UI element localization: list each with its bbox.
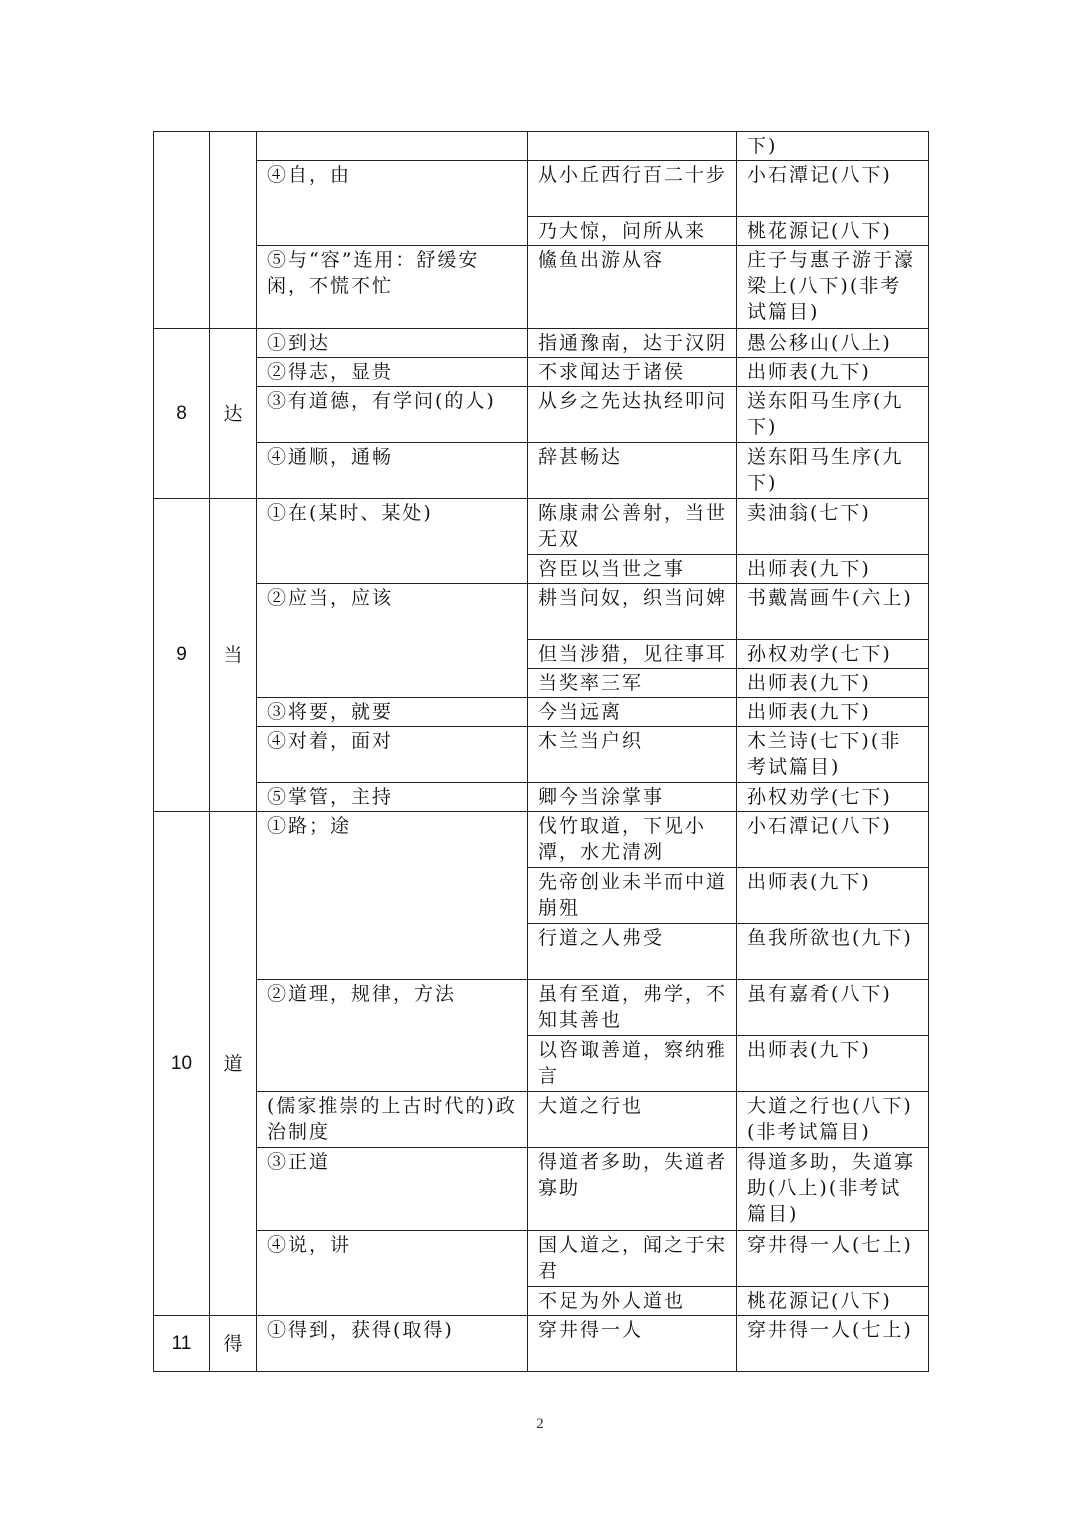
- source-cell: 孙权劝学(七下): [737, 640, 929, 669]
- source-cell: 穿井得一人(七上): [737, 1316, 929, 1372]
- example-sentence-cell: 不求闻达于诸侯: [528, 358, 737, 387]
- table-row: [154, 727, 929, 783]
- meaning-cell: ③有道德，有学问(的人): [257, 387, 528, 443]
- example-sentence-cell: 陈康肃公善射，当世无双: [528, 499, 737, 555]
- page-number: 2: [536, 1416, 544, 1432]
- entry-character: [210, 132, 257, 329]
- example-sentence-cell: 辞甚畅达: [528, 443, 737, 499]
- source-cell: 得道多助，失道寡助(八上)(非考试篇目): [737, 1148, 929, 1231]
- entry-number: [154, 132, 210, 329]
- table-row: [154, 499, 929, 555]
- example-sentence-cell: 从小丘西行百二十步: [528, 161, 737, 217]
- entry-character: 道: [210, 812, 257, 1316]
- example-sentence-cell: 大道之行也: [528, 1092, 737, 1148]
- example-sentence-cell: 以咨诹善道，察纳雅言: [528, 1036, 737, 1092]
- example-sentence-cell: 虽有至道，弗学，不知其善也: [528, 980, 737, 1036]
- example-sentence-cell: 耕当问奴，织当问婢: [528, 584, 737, 640]
- source-cell: 大道之行也(八下)(非考试篇目): [737, 1092, 929, 1148]
- table-row: [154, 443, 929, 499]
- meaning-cell: ④通顺，通畅: [257, 443, 528, 499]
- table-row: [154, 358, 929, 387]
- meaning-cell: [257, 132, 528, 161]
- entry-character: 达: [210, 329, 257, 499]
- table-row: [154, 1231, 929, 1287]
- example-sentence-cell: 从乡之先达执经叩问: [528, 387, 737, 443]
- source-cell: 出师表(九下): [737, 698, 929, 727]
- table-row: [154, 1092, 929, 1148]
- source-cell: 穿井得一人(七上): [737, 1231, 929, 1287]
- example-sentence-cell: 卿今当涂掌事: [528, 783, 737, 812]
- meaning-cell: (儒家推崇的上古时代的)政治制度: [257, 1092, 528, 1148]
- example-sentence-cell: 指通豫南，达于汉阴: [528, 329, 737, 358]
- entry-character: 当: [210, 499, 257, 812]
- example-sentence-cell: 行道之人弗受: [528, 924, 737, 980]
- source-cell: 书戴嵩画牛(六上): [737, 584, 929, 640]
- source-cell: 庄子与惠子游于濠梁上(八下)(非考试篇目): [737, 246, 929, 329]
- source-cell: 送东阳马生序(九下): [737, 387, 929, 443]
- source-cell: 小石潭记(八下): [737, 161, 929, 217]
- source-cell: 虽有嘉肴(八下): [737, 980, 929, 1036]
- meaning-cell: ②得志，显贵: [257, 358, 528, 387]
- table-row: [154, 387, 929, 443]
- table-row: [154, 246, 929, 329]
- table-row: [154, 161, 929, 217]
- source-cell: 孙权劝学(七下): [737, 783, 929, 812]
- meaning-cell: ①在(某时、某处): [257, 499, 528, 584]
- entry-character: 得: [210, 1316, 257, 1372]
- meaning-cell: ④说，讲: [257, 1231, 528, 1316]
- table-row: [154, 329, 929, 358]
- vocabulary-table: [153, 131, 929, 1372]
- meaning-cell: ②道理，规律，方法: [257, 980, 528, 1092]
- source-cell: 桃花源记(八下): [737, 217, 929, 246]
- source-cell: 愚公移山(八上): [737, 329, 929, 358]
- example-sentence-cell: [528, 132, 737, 161]
- meaning-cell: ⑤掌管，主持: [257, 783, 528, 812]
- example-sentence-cell: 乃大惊，问所从来: [528, 217, 737, 246]
- meaning-cell: ①得到，获得(取得): [257, 1316, 528, 1372]
- table-row: [154, 1316, 929, 1372]
- entry-number: 11: [154, 1316, 210, 1372]
- table-body: [154, 132, 929, 1372]
- example-sentence-cell: 穿井得一人: [528, 1316, 737, 1372]
- meaning-cell: ③将要，就要: [257, 698, 528, 727]
- source-cell: 鱼我所欲也(九下): [737, 924, 929, 980]
- meaning-cell: ②应当，应该: [257, 584, 528, 698]
- table-row: [154, 584, 929, 640]
- source-cell: 木兰诗(七下)(非考试篇目): [737, 727, 929, 783]
- table-row: [154, 812, 929, 868]
- entry-number: 10: [154, 812, 210, 1316]
- meaning-cell: ①到达: [257, 329, 528, 358]
- meaning-cell: ④对着，面对: [257, 727, 528, 783]
- source-cell: 卖油翁(七下): [737, 499, 929, 555]
- source-cell: 出师表(九下): [737, 555, 929, 584]
- meaning-cell: ④自，由: [257, 161, 528, 246]
- table-row: [154, 783, 929, 812]
- entry-number: 9: [154, 499, 210, 812]
- example-sentence-cell: 当奖率三军: [528, 669, 737, 698]
- meaning-cell: ③正道: [257, 1148, 528, 1231]
- source-cell: 出师表(九下): [737, 1036, 929, 1092]
- source-cell: 出师表(九下): [737, 669, 929, 698]
- example-sentence-cell: 伐竹取道，下见小潭，水尤清冽: [528, 812, 737, 868]
- meaning-cell: ①路；途: [257, 812, 528, 980]
- example-sentence-cell: 鯈鱼出游从容: [528, 246, 737, 329]
- table-row: [154, 1148, 929, 1231]
- source-cell: 下): [737, 132, 929, 161]
- example-sentence-cell: 不足为外人道也: [528, 1287, 737, 1316]
- example-sentence-cell: 先帝创业未半而中道崩殂: [528, 868, 737, 924]
- source-cell: 小石潭记(八下): [737, 812, 929, 868]
- source-cell: 送东阳马生序(九下): [737, 443, 929, 499]
- example-sentence-cell: 但当涉猎，见往事耳: [528, 640, 737, 669]
- table-row: [154, 698, 929, 727]
- source-cell: 出师表(九下): [737, 868, 929, 924]
- example-sentence-cell: 今当远离: [528, 698, 737, 727]
- example-sentence-cell: 木兰当户织: [528, 727, 737, 783]
- source-cell: 桃花源记(八下): [737, 1287, 929, 1316]
- table-row: [154, 132, 929, 161]
- table-row: [154, 980, 929, 1036]
- source-cell: 出师表(九下): [737, 358, 929, 387]
- meaning-cell: ⑤与“容”连用：舒缓安闲，不慌不忙: [257, 246, 528, 329]
- example-sentence-cell: 咨臣以当世之事: [528, 555, 737, 584]
- example-sentence-cell: 国人道之，闻之于宋君: [528, 1231, 737, 1287]
- entry-number: 8: [154, 329, 210, 499]
- example-sentence-cell: 得道者多助，失道者寡助: [528, 1148, 737, 1231]
